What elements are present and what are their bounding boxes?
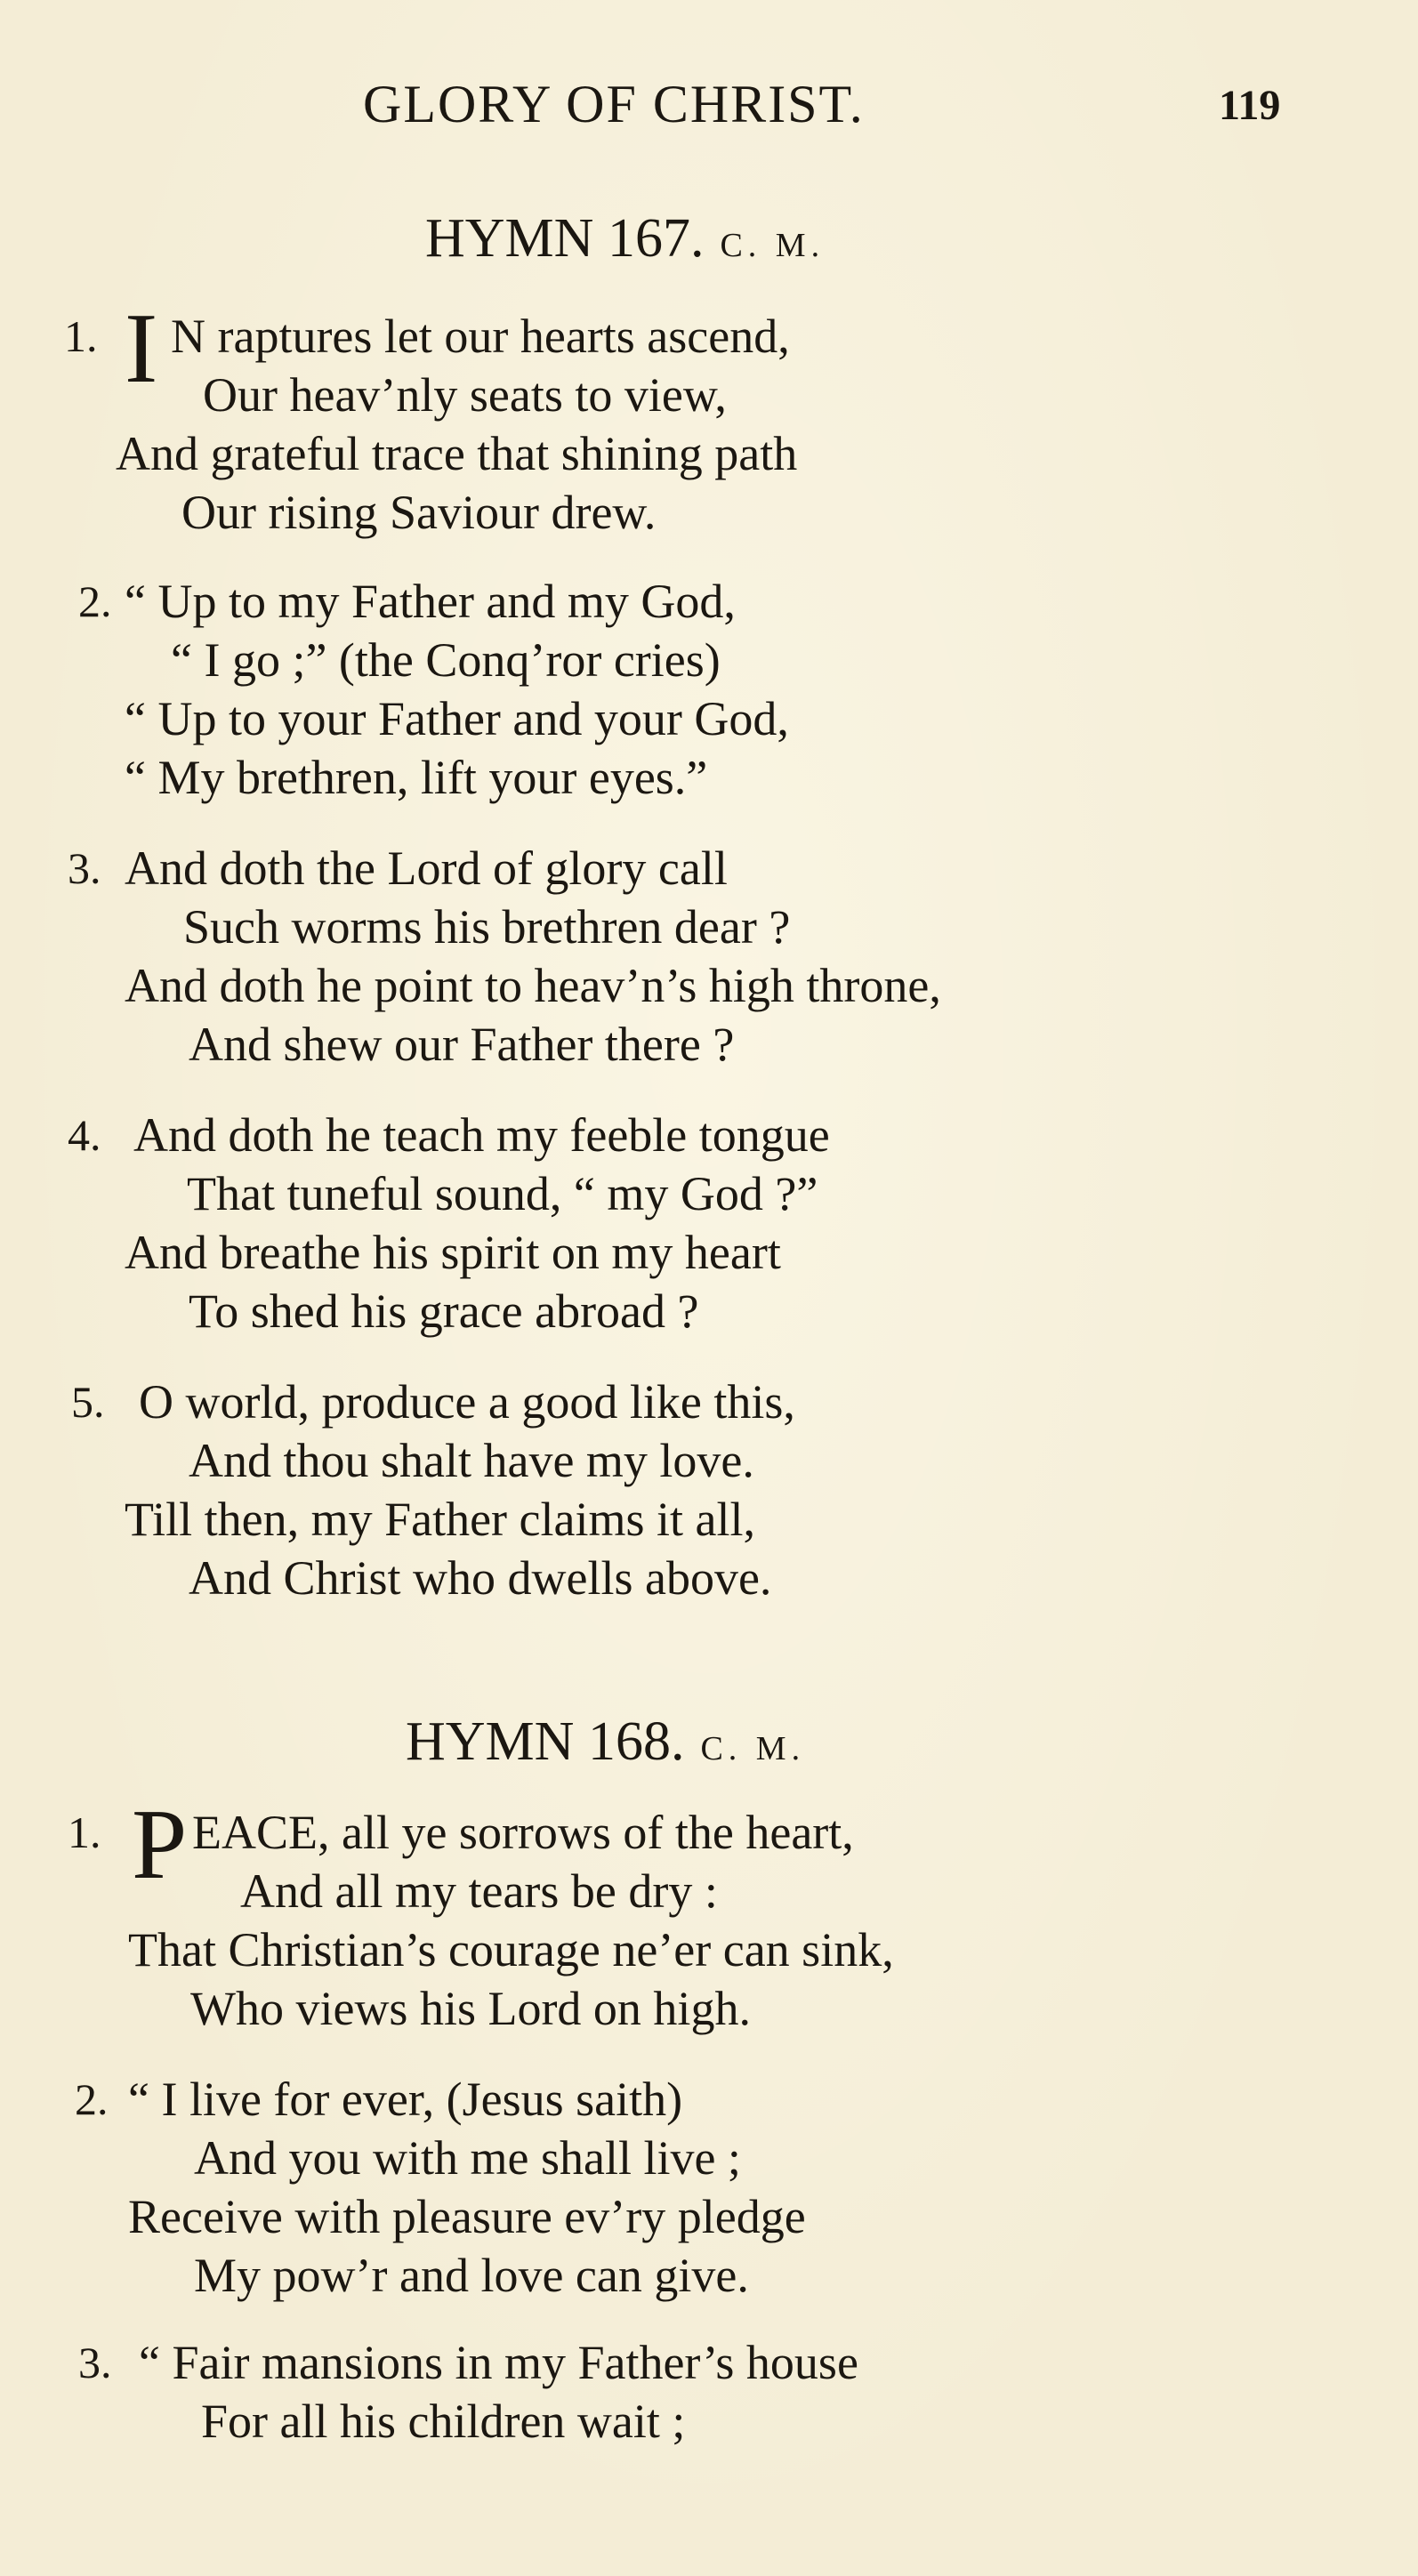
stanza-number: 2. [78, 576, 112, 626]
verse-line: “ I live for ever, (Jesus saith) [128, 2073, 683, 2126]
verse-line: EACE, all ye sorrows of the heart, [192, 1806, 854, 1859]
verse-line: O world, produce a good like this, [139, 1375, 795, 1429]
verse-line: “ Fair mansions in my Father’s house [139, 2336, 858, 2389]
verse-line: And you with me shall live ; [194, 2131, 741, 2185]
stanza-number: 3. [68, 843, 101, 893]
verse-line: And thou shalt have my love. [189, 1434, 754, 1487]
hymn-title [406, 1710, 805, 1781]
verse-line: Receive with pleasure ev’ry pledge [128, 2190, 806, 2243]
verse-line: And doth he point to heav’n’s high throne, [125, 959, 941, 1012]
verse-line: And grateful trace that shining path [116, 427, 798, 480]
stanza-number: 5. [71, 1377, 105, 1427]
verse-line: And shew our Father there ? [189, 1018, 735, 1071]
verse-line: For all his children wait ; [201, 2395, 686, 2448]
stanza-number: 3. [78, 2338, 112, 2387]
verse-line: Who views his Lord on high. [190, 1982, 751, 2035]
verse-line: N raptures let our hearts ascend, [171, 310, 790, 363]
hymn-number: HYMN 168. [406, 1711, 685, 1772]
verse-line: Till then, my Father claims it all, [125, 1493, 755, 1546]
verse-line: That tuneful sound, “ my God ?” [187, 1167, 818, 1220]
hymn-meter: C. M. [720, 227, 826, 264]
verse-line: That Christian’s courage ne’er can sink, [128, 1923, 894, 1976]
verse-line: And doth the Lord of glory call [125, 841, 728, 895]
stanza-number: 1. [64, 311, 98, 361]
hymn-number: HYMN 167. [425, 208, 705, 269]
verse-line: Our heav’nly seats to view, [203, 368, 727, 422]
verse-line: “ I go ;” (the Conq’ror cries) [171, 633, 721, 687]
verse-line: Our rising Saviour drew. [181, 486, 657, 539]
stanza-number: 2. [75, 2074, 109, 2124]
hymn-meter: C. M. [700, 1730, 806, 1767]
verse-line: And doth he teach my feeble tongue [133, 1108, 830, 1162]
hymn-title [425, 206, 825, 278]
page-number: 119 [1219, 82, 1281, 129]
verse-line: Such worms his brethren dear ? [183, 900, 791, 954]
running-title: GLORY OF CHRIST. [363, 75, 865, 133]
verse-line: To shed his grace abroad ? [189, 1284, 699, 1338]
verse-line: “ Up to your Father and your God, [125, 692, 789, 745]
verse-line: “ My brethren, lift your eyes.” [125, 751, 708, 804]
drop-cap: P [132, 1790, 188, 1900]
verse-line: And all my tears be dry : [240, 1864, 718, 1918]
verse-line: And Christ who dwells above. [189, 1551, 772, 1605]
drop-cap: I [125, 294, 158, 404]
verse-line: And breathe his spirit on my heart [125, 1226, 781, 1279]
stanza-number: 1. [68, 1807, 101, 1857]
verse-line: “ Up to my Father and my God, [125, 575, 736, 628]
verse-line: My pow’r and love can give. [194, 2249, 749, 2302]
stanza-number: 4. [68, 1110, 101, 1160]
running-head [0, 73, 1418, 135]
